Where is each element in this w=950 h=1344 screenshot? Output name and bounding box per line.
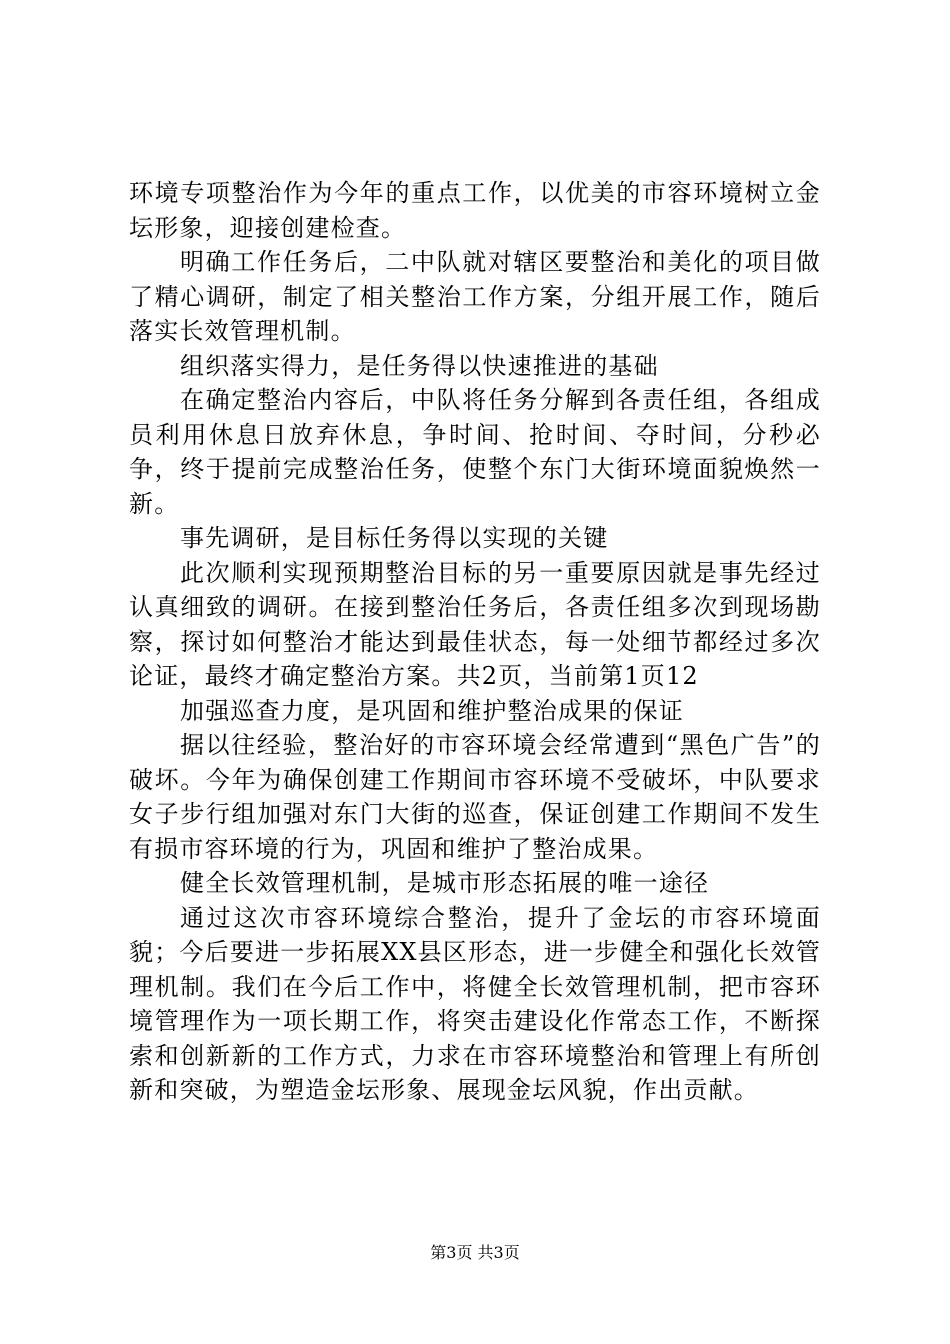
paragraph-body: 此次顺利实现预期整治目标的另一重要原因就是事先经过认真细致的调研。在接到整治任务后，各责任组多次到现场勘察，探讨如何整治才能达到最佳状态，每一处细节都经过多次论证，最终才确定整治方案。共2页，当前第1页12 [129,558,821,690]
document-body [129,176,821,1108]
section-heading: 健全长效管理机制，是城市形态拓展的唯一途径 [180,869,710,897]
paragraph-body: 通过这次市容环境综合整治，提升了金坛的市容环境面貌；今后要进一步拓展XX县区形态，进一步健全和强化长效管理机制。我们在今后工作中，将健全长效管理机制，把市容环境管理作为一项长期工作，将突击建设化作常态工作，不断探索和创新新的工作方式，力求在市容环境整治和管理上有所创新和突破，为塑造金坛形象、展现金坛风貌，作出贡献。 [129,903,821,1104]
section-heading: 组织落实得力，是任务得以快速推进的基础 [180,351,659,380]
section-heading: 加强巡查力度，是巩固和维护整治成果的保证 [180,696,684,725]
paragraph-body: 明确工作任务后，二中队就对辖区要整治和美化的项目做了精心调研，制定了相关整治工作方案，分组开展工作，随后落实长效管理机制。 [129,248,821,345]
page-footer: 第3页 共3页 [430,1243,520,1262]
section-heading: 事先调研，是目标任务得以实现的关键 [180,524,609,552]
paragraph-body: 据以往经验，整治好的市容环境会经常遭到“黑色广告”的破坏。今年为确保创建工作期间市容环境不受破坏，中队要求女子步行组加强对东门大街的巡查，保证创建工作期间不发生有损市容环境的行为，巩固和维护了整治成果。 [129,731,821,863]
paragraph-body: 在确定整治内容后，中队将任务分解到各责任组，各组成员利用休息日放弃休息，争时间、抢时间、夺时间，分秒必争，终于提前完成整治任务，使整个东门大街环境面貌焕然一新。 [129,386,821,518]
paragraph-continuation: 环境专项整治作为今年的重点工作，以优美的市容环境树立金坛形象，迎接创建检查。 [129,179,821,242]
